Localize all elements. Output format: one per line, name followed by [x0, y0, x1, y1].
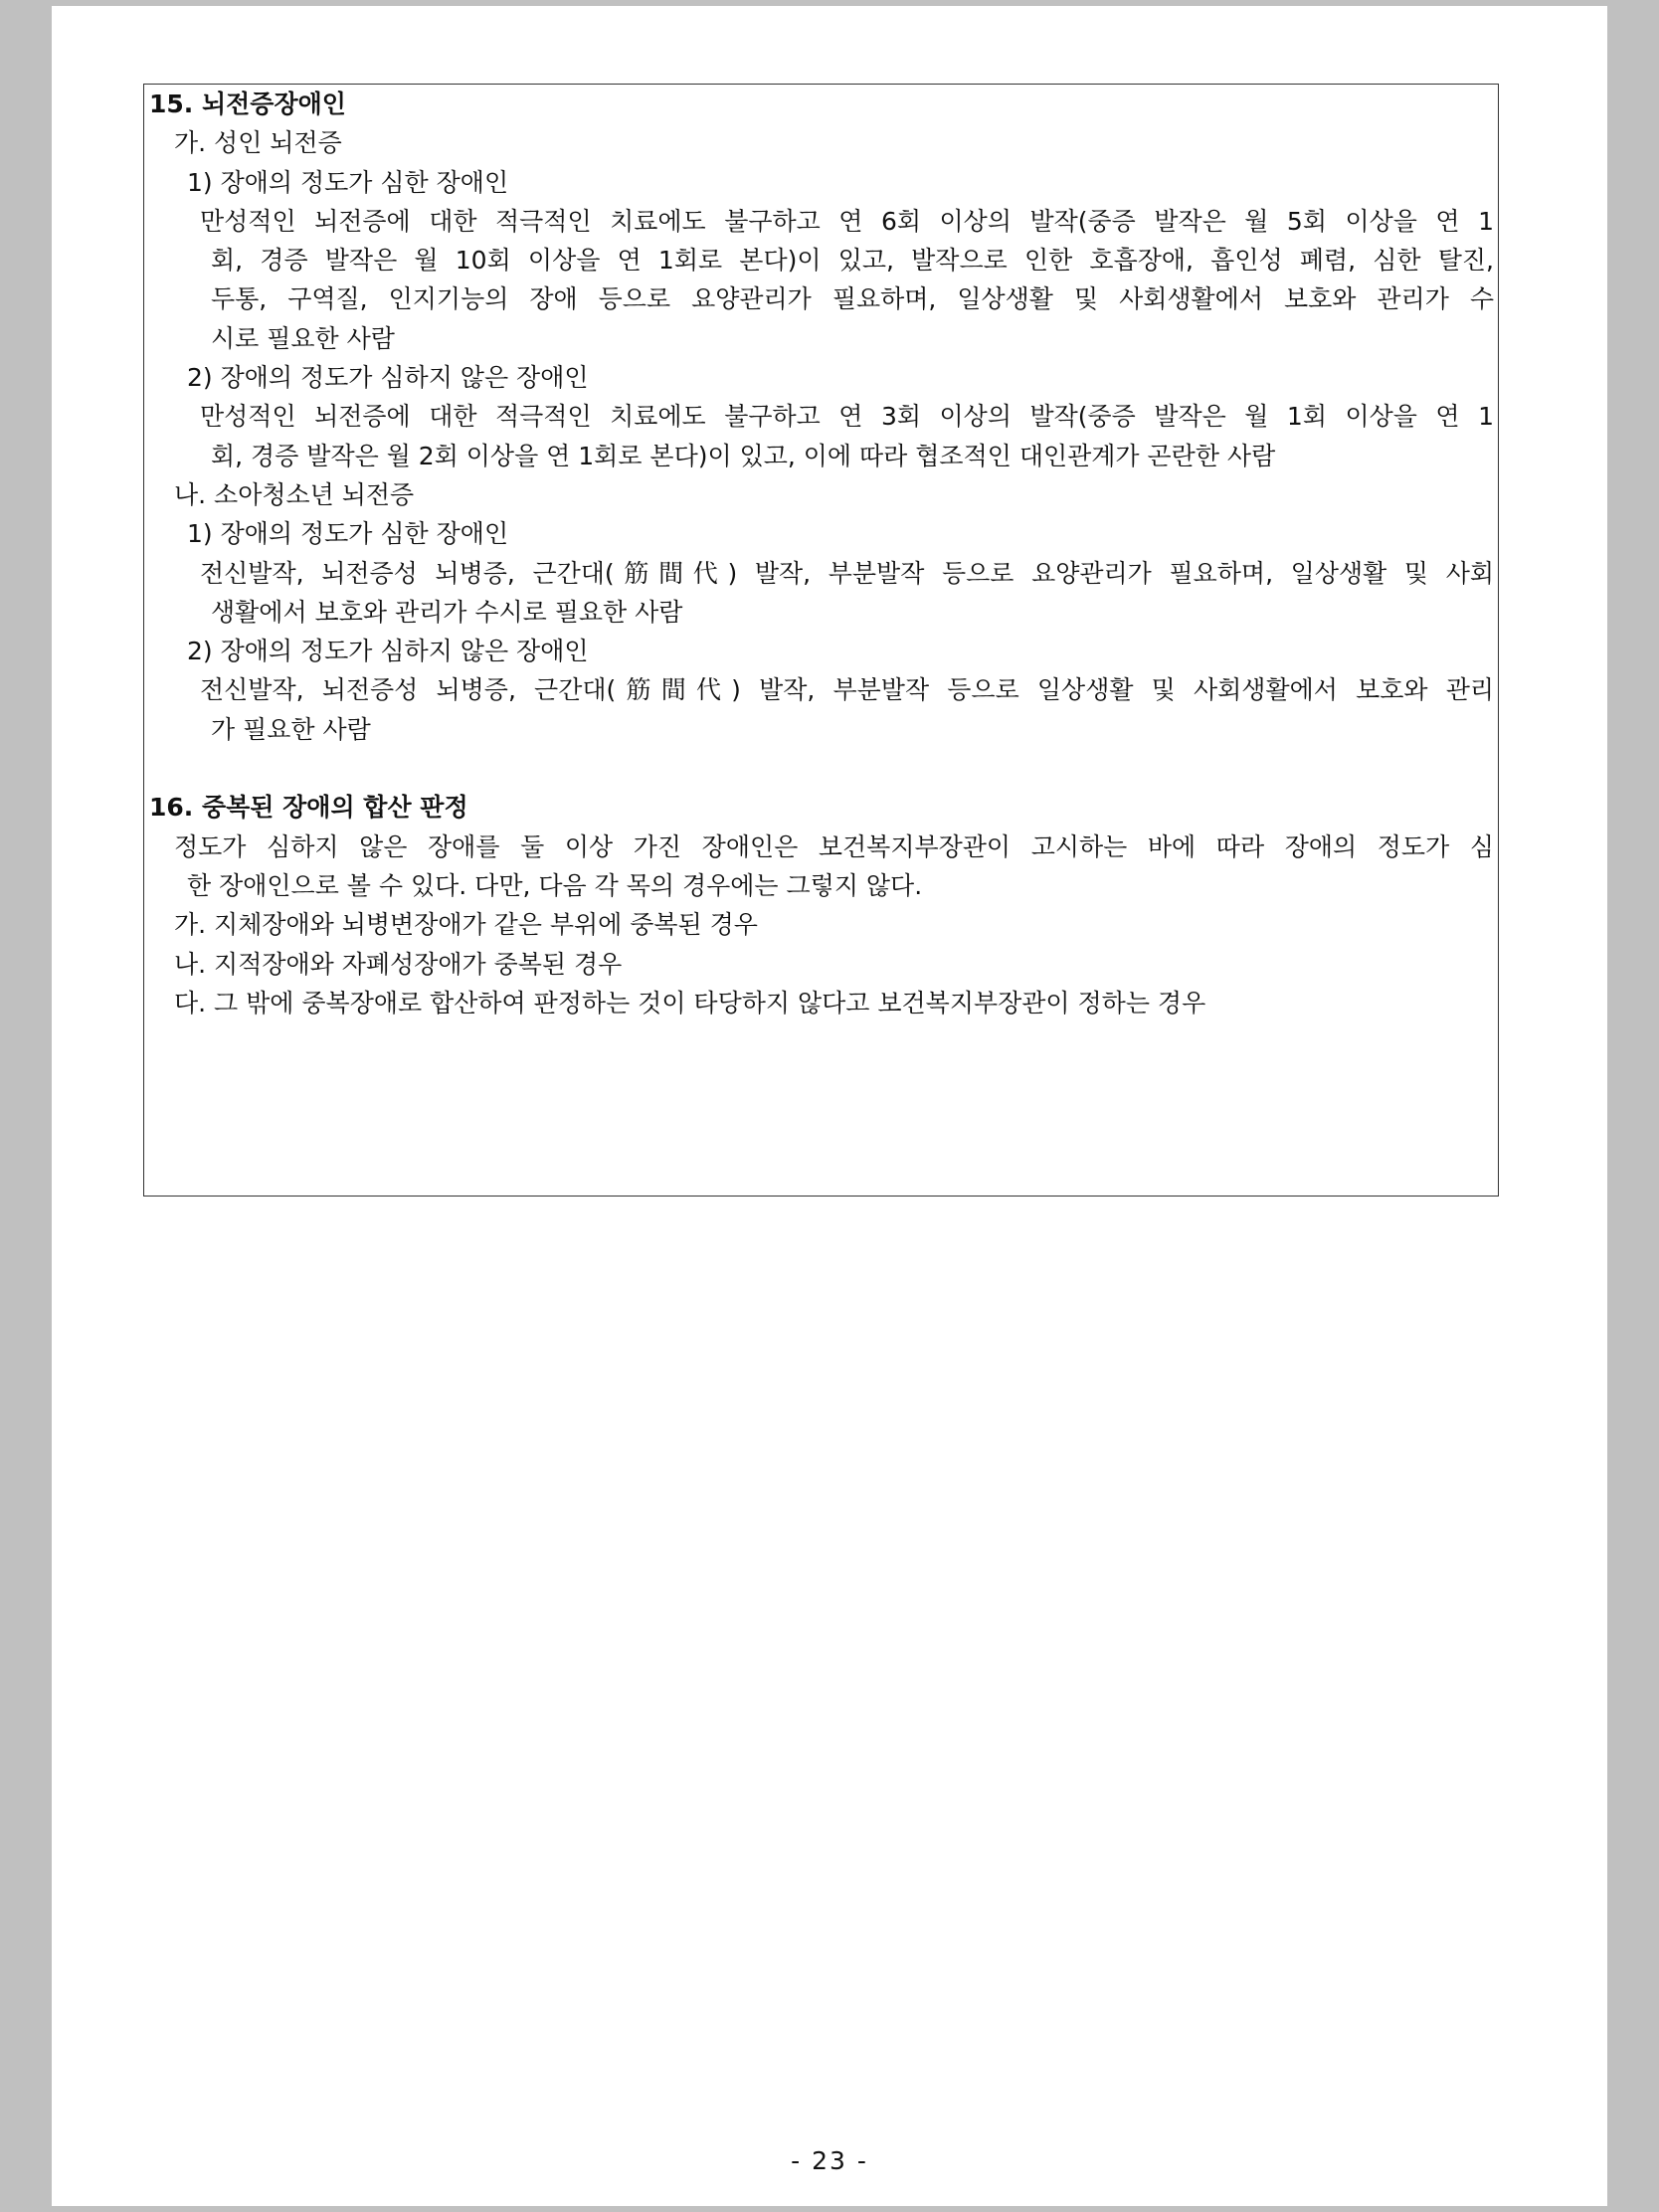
adult-mild-heading: 2) 장애의 정도가 심하지 않은 장애인: [187, 363, 589, 393]
child-mild-text-line: 가 필요한 사람: [211, 714, 371, 744]
section-spacer: [149, 749, 1494, 788]
list-item: 가. 지체장애와 뇌병변장애가 같은 부위에 중복된 경우: [174, 910, 758, 940]
adult-severe-text-line: 회, 경증 발작은 월 10회 이상을 연 1회로 본다)이 있고, 발작으로 인한 호흡장애, 흡인성 폐렴, 심한 탈진,: [211, 246, 1494, 276]
content-body: [149, 85, 1494, 1022]
adult-severe-heading: 1) 장애의 정도가 심한 장애인: [187, 167, 509, 197]
section-16-title: 16. 중복된 장애의 합산 판정: [149, 793, 468, 823]
content-box: [143, 84, 1499, 1197]
document-page: [52, 6, 1607, 2206]
adult-severe-text-line: 만성적인 뇌전증에 대한 적극적인 치료에도 불구하고 연 6회 이상의 발작(중증 발작은 월 5회 이상을 연 1: [200, 206, 1494, 236]
adult-severe-text-line: 시로 필요한 사람: [211, 323, 395, 353]
list-item: 다. 그 밖에 중복장애로 합산하여 판정하는 것이 타당하지 않다고 보건복지부장관이 정하는 경우: [174, 988, 1206, 1017]
adult-mild-text-line: 만성적인 뇌전증에 대한 적극적인 치료에도 불구하고 연 3회 이상의 발작(중증 발작은 월 1회 이상을 연 1: [200, 402, 1494, 432]
adult-severe-text-line: 두통, 구역질, 인지기능의 장애 등으로 요양관리가 필요하며, 일상생활 및 사회생활에서 보호와 관리가 수: [211, 284, 1494, 314]
section-16-intro-line: 한 장애인으로 볼 수 있다. 다만, 다음 각 목의 경우에는 그렇지 않다.: [187, 870, 923, 900]
section-15-title: 15. 뇌전증장애인: [149, 90, 346, 118]
child-severe-heading: 1) 장애의 정도가 심한 장애인: [187, 519, 509, 549]
child-severe-text-line: 전신발작, 뇌전증성 뇌병증, 근간대(筋間代) 발작, 부분발작 등으로 요양관리가 필요하며, 일상생활 및 사회: [200, 558, 1494, 588]
adult-epilepsy-heading: 가. 성인 뇌전증: [174, 128, 342, 158]
section-16-intro-line: 정도가 심하지 않은 장애를 둘 이상 가진 장애인은 보건복지부장관이 고시하는 바에 따라 장애의 정도가 심: [174, 831, 1494, 861]
page-number: - 23 -: [791, 2146, 868, 2175]
child-mild-text-line: 전신발작, 뇌전증성 뇌병증, 근간대(筋間代) 발작, 부분발작 등으로 일상생활 및 사회생활에서 보호와 관리: [200, 675, 1494, 705]
list-item: 나. 지적장애와 자폐성장애가 중복된 경우: [174, 949, 623, 979]
child-epilepsy-heading: 나. 소아청소년 뇌전증: [174, 479, 415, 509]
child-severe-text-line: 생활에서 보호와 관리가 수시로 필요한 사람: [211, 597, 683, 627]
adult-mild-text-line: 회, 경증 발작은 월 2회 이상을 연 1회로 본다)이 있고, 이에 따라 협조적인 대인관계가 곤란한 사람: [211, 441, 1276, 470]
child-mild-heading: 2) 장애의 정도가 심하지 않은 장애인: [187, 637, 589, 666]
